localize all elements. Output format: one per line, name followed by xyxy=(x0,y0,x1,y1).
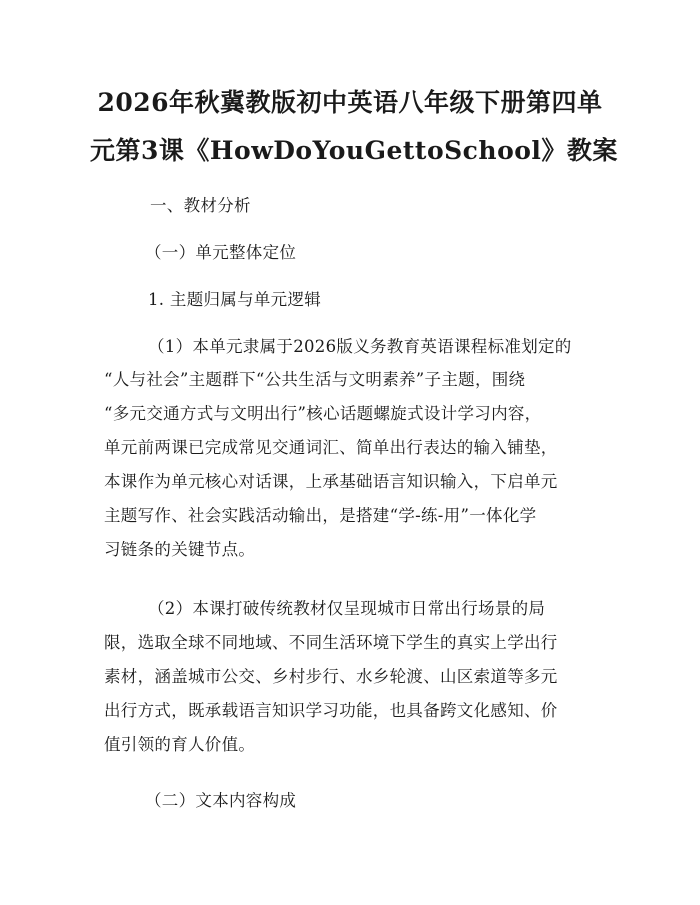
paragraph-2-line: 值引领的育人价值。 xyxy=(104,735,256,754)
paragraph-1-line: “多元交通方式与文明出行”核心话题螺旋式设计学习内容， xyxy=(104,404,542,423)
paragraph-2-line: （2）本课打破传统教材仅呈现城市日常出行场景的局 xyxy=(148,599,546,618)
paragraph-2-line: 限，选取全球不同地域、不同生活环境下学生的真实上学出行 xyxy=(104,633,558,652)
document-title-line-1: 2026年秋冀教版初中英语八年级下册第四单 xyxy=(97,88,603,117)
item-heading-theme-logic: 1. 主题归属与单元逻辑 xyxy=(148,290,322,309)
document-title-line-2: 元第3课《HowDoYouGettoSchool》教案 xyxy=(90,136,618,165)
paragraph-1-line: 单元前两课已完成常见交通词汇、简单出行表达的输入铺垫， xyxy=(104,438,558,457)
paragraph-2-line: 素材，涵盖城市公交、乡村步行、水乡轮渡、山区索道等多元 xyxy=(104,667,558,686)
paragraph-1-line: （1）本单元隶属于2026版义务教育英语课程标准划定的 xyxy=(148,337,572,356)
paragraph-1-line: 主题写作、社会实践活动输出，是搭建“学-练-用”一体化学 xyxy=(104,506,537,525)
paragraph-1-line: “人与社会”主题群下“公共生活与文明素养”子主题，围绕 xyxy=(104,370,526,389)
paragraph-1-line: 本课作为单元核心对话课，上承基础语言知识输入，下启单元 xyxy=(104,472,558,491)
subsection-heading-text-content: （二）文本内容构成 xyxy=(145,791,297,810)
paragraph-1-line: 习链条的关键节点。 xyxy=(104,540,256,559)
section-heading-textbook-analysis: 一、教材分析 xyxy=(150,196,251,215)
subsection-heading-unit-positioning: （一）单元整体定位 xyxy=(145,243,297,262)
paragraph-2-line: 出行方式，既承载语言知识学习功能，也具备跨文化感知、价 xyxy=(104,701,558,720)
